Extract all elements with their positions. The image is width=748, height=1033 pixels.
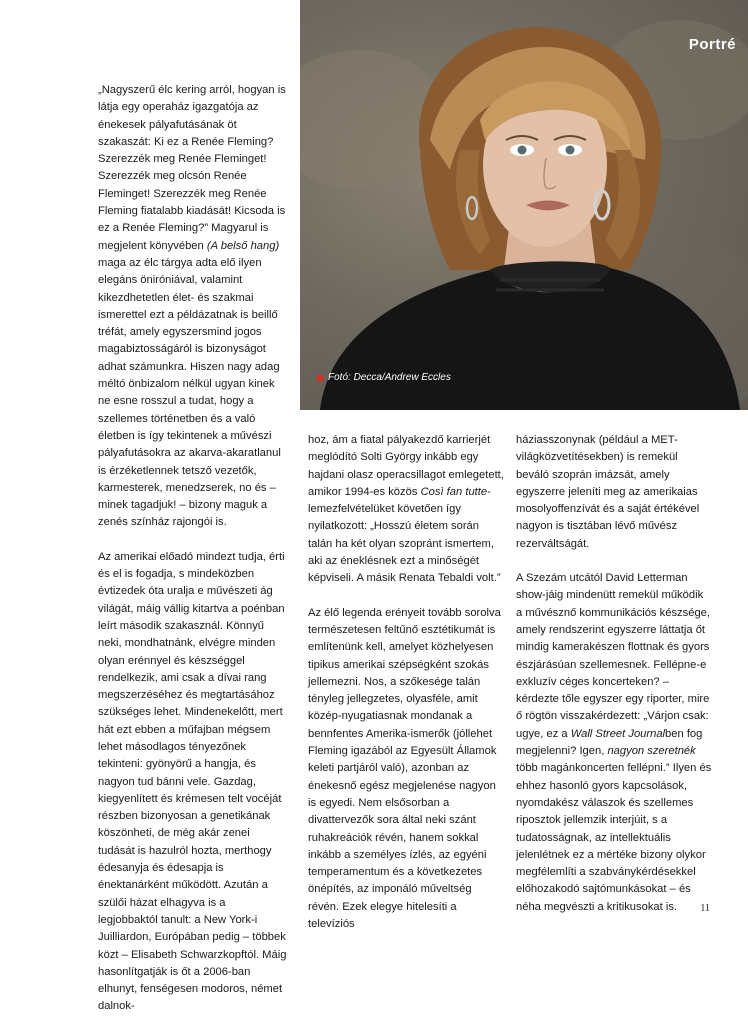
paragraph [98,82,288,532]
bullet-icon [316,374,324,382]
photo-credit [316,372,451,383]
book-title: (A belső hang) [206,239,280,252]
text-column-1 [98,82,288,1033]
paragraph: Az amerikai előadó mindezt tudja, érti és el is fogadja, s mindeközben évtizedek óta uralja e művészeti ág világát, máig vállig kitartva a poénban leírt második szakasznál. Könnyű neki, mondhatnánk, elvégre minden olyan erénnyel és készséggel rendelkezik, ami csak a dívai rang megszerzéséhez és megtartásához szükséges lehet. Mindenekelőtt, mert hát ezt ebben a műfajban mégsem lehet másodlagos tényezőnek tekinteni: gyönyörű a hangja, és nagyon tud bánni vele. Gazdag, kiegyenlített és krémesen telt vocéját részben bizonyosan a genetikának köszönheti, de még akár zenei tudását is hazulról hozta, merthogy édesanyja és édesapja is énektanárként működött. Azután a szülői házat elhagyva is a legjobbaktól tanult: a New York-i Juilliardon, Európában pedig – többek közt – Elisabeth Schwarzkopftól. Máig hasonlítgatják is őt a 2006-ban elhunyt, fenségesen modoros, német dalnok- [98,550,287,1013]
publication-title: Wall Street Journal [570,727,666,740]
text-span: ben fog megjelenni? Igen, [516,727,703,758]
text-span: „Nagyszerű élc kering arról, hogyan is látja egy operaház igazgatója az énekesek pályafutásának öt szakaszát: Ki ez a Renée Fleming? Szerezzék meg Renée Fleminget! Szerezzék meg olcsón Renée Fleminget! Szerezzék meg Renée Fleming fiatalabb kiadását! Kicsoda is ez a Renée Fleming?” Magyarul is megjelent könyvében [98,84,286,252]
paragraph: Az élő legenda erényeit tovább sorolva természetesen feltűnő esztétikumát is említenünk kell, amelyet közhelyesen tipikus amerikai szépségként szokás jellemezni. Nos, a szőkesége talán tényleg jellegzetes, olyasféle, amit közép-nyugatiasnak mondanak a bennfentes Amerika-ismerők (jóllehet Fleming igazából az Egyesült Államok keleti partjáról való), azonban az énekesnő egész megjelenése nagyon is egyedi. Nem elsősorban a divattervezők sora által neki szánt ruhakreációk révén, hanem sokkal inkább a személyes ízlés, az egyéni temperamentum és a következetes önépítés, az imponáló műveltség révén. Ezek elegye hitelesíti a televíziós [308,606,501,931]
text-span: hoz, ám a fiatal pályakezdő karrierjét meglódító Solti György inkább egy hajdani olasz operacsillagot emlegetett, amikor 1994-es közös [308,434,504,498]
text-span: -lemezfelvételüket követően így nyilatkozott: „Hosszú életem során talán ha két olyan szopránt ismertem, aki az éneklésnek ezt a minőségét képviseli. A másik Renata Tebaldi volt.” [308,485,501,585]
paragraph [516,570,712,916]
text-span: több magánkoncerten fellépni.” Ilyen és ehhez hasonló gyors kapcsolások, nyomdakész válaszok és szellemes riposztok jellemzik interjúit, s a tudatosságnak, az intellektuális jelenlétnek ez a mértéke bizony olykor megfélemlíti a szabványkérdésekkel előhozakodó sajtómunkásokat – és néha megvészti a kritikusokat is. [516,762,712,913]
text-column-2 [308,432,504,950]
emphasis-text: nagyon szeretnék [607,745,696,758]
opera-title: Così fan tutte [420,485,488,498]
section-label: Portré [688,36,736,53]
page-number: 11 [700,903,710,914]
text-span: maga az élc tárgya adta elő ilyen elegáns öniróniával, valamint kikezdhetetlen élet- és szakmai ismerettel ezt a példázatnak is beillő tréfát, amely egyszersmind jogos magabiztosságáról is bizonyságot adhat számunkra. Hiszen nagy adag méltó önbizalom nélkül ugyan kinek ne esne rosszul a tudat, hogy a szellemes történetben és a való életben is így tekintenek a művészi pályafutásokra az akarva-akaratlanul is érzéketlennek tetsző vezetők, karmesterek, menedzserek, no és – minek tagadjuk! – bizony maguk a zenés színház rajongói is. [98,256,281,529]
portrait-illustration [300,0,748,410]
paragraph: háziasszonynak (például a MET-világközvetítésekben) is remekül beváló szoprán imázsát, amely egyszerre jeleníti meg az amerikaias mosolyoffenzívát és a saját értékével nagyon is tisztában lévő művész rezerváltságát. [516,434,700,550]
photo-credit-text: Fotó: Decca/Andrew Eccles [328,372,451,383]
text-column-3 [516,432,712,933]
portrait-photo [300,0,748,410]
text-span: A Szezám utcától David Letterman show-jáig mindenütt remekül működik a művésznő kommunikációs készsége, amely rendszerint egyszerre láttatja őt mindig kamerakészen flottnak és gyors észjárásúan szellemesnek. Fellépne-e exkluzív céges koncerteken? – kérdezte tőle egyszer egy riporter, mire ő rögtön visszakérdezett: „Várjon csak: ugye, ez a [516,572,711,740]
paragraph [308,432,504,588]
